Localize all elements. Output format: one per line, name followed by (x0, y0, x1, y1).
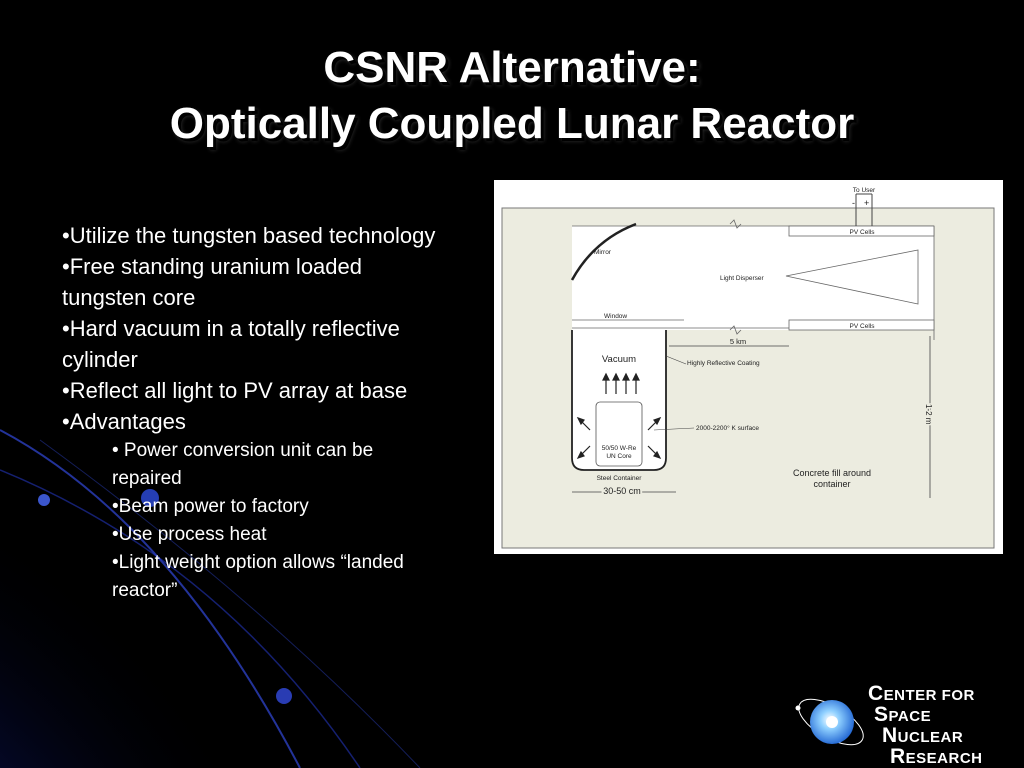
label-to-user: To User (852, 187, 876, 194)
bullet-item: •Hard vacuum in a totally reflective cylinder (62, 316, 400, 372)
sub-bullet-item: •Beam power to factory (112, 496, 309, 517)
label-core-2: UN Core (606, 453, 632, 460)
reactor-diagram (494, 180, 1003, 554)
label-pv-cells-top: PV Cells (849, 229, 875, 236)
label-window: Window (604, 313, 628, 320)
bullet-list (62, 220, 442, 605)
label-surface-temp: 2000-2200° K surface (696, 425, 759, 432)
logo-line-4: ESEARCH (905, 750, 983, 767)
label-steel-container: Steel Container (596, 475, 642, 482)
logo-cap-n: N (882, 724, 898, 747)
label-mirror: Mirror (594, 249, 611, 256)
bullet-item: •Reflect all light to PV array at base (62, 378, 408, 403)
label-vacuum: Vacuum (601, 354, 637, 365)
label-core-1: 50/50 W-Re (601, 445, 637, 452)
label-concrete-2: container (813, 479, 851, 489)
label-width: 30-50 cm (603, 486, 641, 496)
logo-cap-c: C (868, 682, 884, 705)
title-line-2: Optically Coupled Lunar Reactor (169, 99, 855, 148)
logo-cap-r: R (890, 745, 906, 768)
logo-line-3: UCLEAR (897, 729, 964, 746)
label-pv-cells-bottom: PV Cells (849, 323, 875, 330)
label-concrete-1: Concrete fill around (792, 468, 872, 478)
sub-bullet-item: •Use process heat (112, 524, 267, 545)
bullet-item: •Utilize the tungsten based technology (62, 223, 436, 248)
logo-line-2: PACE (888, 708, 932, 725)
label-distance: 5 km (729, 337, 747, 346)
bullet-item: •Free standing uranium loaded tungsten core (62, 254, 362, 310)
label-depth: 1-2 m (924, 404, 933, 425)
label-plus: + (864, 198, 870, 208)
label-light-disperser: Light Disperser (720, 275, 764, 282)
csnr-logo-text (868, 684, 1018, 768)
sub-bullet-item: • Power conversion unit can be repaired (112, 440, 374, 489)
slide-title (0, 40, 1024, 152)
sub-bullet-item: •Light weight option allows “landed reactor” (112, 552, 404, 601)
label-reflective-coating: Highly Reflective Coating (687, 360, 760, 367)
logo-line-1: ENTER FOR (883, 687, 975, 704)
title-line-1: CSNR Alternative: (323, 43, 701, 92)
bullet-item: •Advantages (62, 409, 186, 434)
label-minus: - (852, 198, 855, 208)
logo-cap-s: S (874, 703, 889, 726)
